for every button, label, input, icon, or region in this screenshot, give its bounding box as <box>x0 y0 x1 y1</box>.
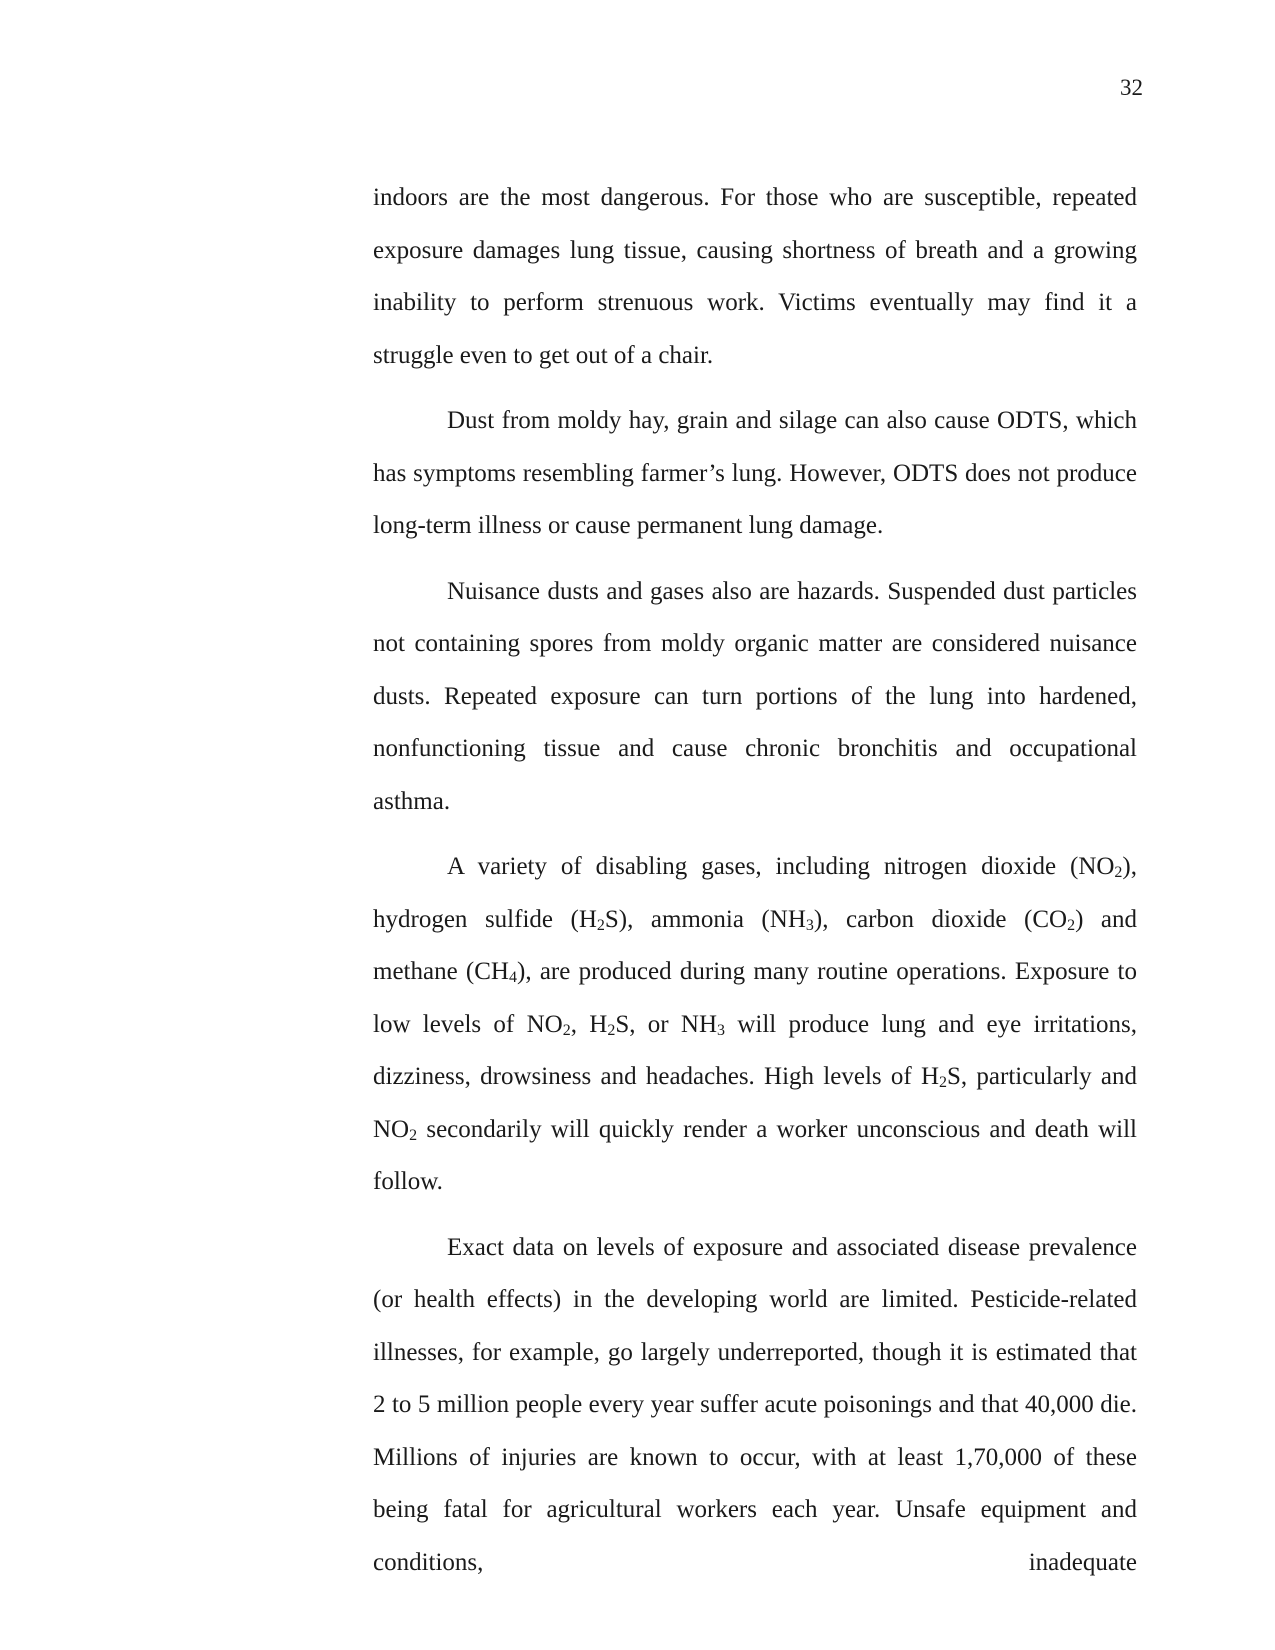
text-run: Nuisance dusts and gases also are hazards. Suspended dust particles not containing spores from moldy organic matter are considered nuisance dusts. Repeated exposure can turn portions of the lung into hardened, nonfunctioning tissue and cause chronic bronchitis and occupational asthma. <box>373 577 1137 815</box>
page-number: 32 <box>1120 75 1143 100</box>
subscript: 2 <box>939 1074 948 1091</box>
subscript: 2 <box>1067 916 1076 934</box>
text-run: S), ammonia (NH <box>604 905 806 933</box>
text-run: S, or NH <box>615 1010 718 1038</box>
text-run: ), hydrogen sulfide (H <box>373 853 1137 933</box>
paragraph <box>373 1222 1137 1590</box>
text-run: Dust from moldy hay, grain and silage can also cause ODTS, which has symptoms resembling farmer’s lung. However, ODTS does not produce long-term illness or cause permanent lung damage. <box>373 407 1137 539</box>
text-run: ) and methane (CH <box>373 905 1138 985</box>
subscript: 2 <box>596 916 605 934</box>
body-text <box>373 172 1137 1602</box>
paragraph <box>373 395 1137 553</box>
text-run: Exact data on levels of exposure and associated disease prevalence (or health effects) in the developing world are limited. Pesticide-related illnesses, for example, go largely underreported, though it is estimated that 2 to 5 million people every year suffer acute poisonings and that 40,000 die. Millions of injuries are known to occur, with at least 1,70,000 of these being fatal for agricultural workers each year. Unsafe equipment and conditions, inadequate <box>373 1233 1137 1576</box>
text-run: ), are produced during many routine operations. Exposure to low levels of NO <box>373 958 1138 1038</box>
paragraph <box>373 172 1137 382</box>
subscript: 4 <box>509 969 517 986</box>
subscript: 3 <box>717 1021 726 1039</box>
subscript: 2 <box>607 1021 616 1039</box>
text-run: secondarily will quickly render a worker unconscious and death will follow. <box>373 1115 1137 1195</box>
text-run: indoors are the most dangerous. For those who are susceptible, repeated exposure damages lung tissue, causing shortness of breath and a growing inability to perform strenuous work. Victims eventually may find it a struggle even to get out of a chair. <box>373 184 1137 369</box>
subscript: 2 <box>562 1021 571 1039</box>
text-run: ), carbon dioxide (CO <box>813 905 1068 933</box>
subscript: 2 <box>1114 864 1123 881</box>
paragraph <box>373 566 1137 829</box>
subscript: 2 <box>409 1126 418 1144</box>
text-run: will produce lung and eye irritations, dizziness, drowsiness and headaches. High levels of H <box>373 1010 1137 1090</box>
paragraph <box>373 841 1137 1209</box>
text-run: A variety of disabling gases, including nitrogen dioxide (NO <box>447 853 1115 880</box>
text-run: S, particularly and NO <box>373 1063 1137 1143</box>
subscript: 3 <box>805 916 814 934</box>
text-run: , H <box>570 1010 608 1038</box>
